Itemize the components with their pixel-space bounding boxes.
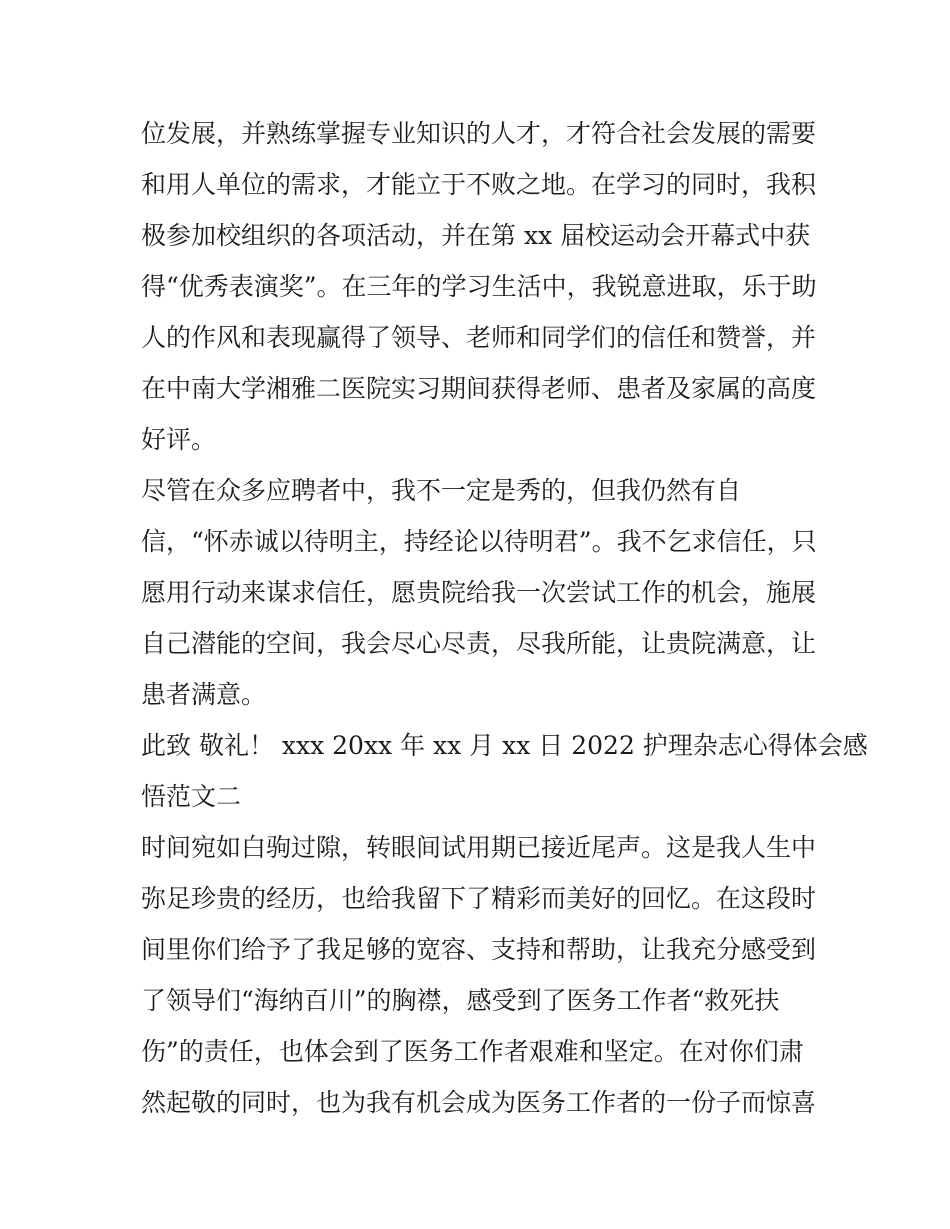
document-body xyxy=(141,108,868,1128)
text-line: 和用人单位的需求，才能立于不败之地。在学习的同时，我积 xyxy=(141,170,817,199)
text-line: 了领导们“海纳百川”的胸襟，感受到了医务工作者“救死扶 xyxy=(141,986,780,1015)
text-line: 愿用行动来谋求信任，愿贵院给我一次尝试工作的机会，施展 xyxy=(141,578,817,607)
text-line: 患者满意。 xyxy=(141,680,267,709)
text-line: 然起敬的同时，也为我有机会成为医务工作者的一份子而惊喜 xyxy=(141,1088,817,1117)
text-line: 伤”的责任，也体会到了医务工作者艰难和坚定。在对你们肃 xyxy=(141,1037,804,1066)
text-line: 悟范文二 xyxy=(141,782,242,811)
text-line: 此致 敬礼！ xxx 20xx 年 xx 月 xx 日 2022 护理杂志心得体会感 xyxy=(141,731,868,760)
text-line: 位发展，并熟练掌握专业知识的人才，才符合社会发展的需要 xyxy=(141,119,817,148)
text-line: 自己潜能的空间，我会尽心尽责，尽我所能，让贵院满意，让 xyxy=(141,629,817,658)
text-line: 得“优秀表演奖”。在三年的学习生活中，我锐意进取，乐于助 xyxy=(141,272,817,301)
text-line: 极参加校组织的各项活动，并在第 xx 届校运动会开幕式中获 xyxy=(141,221,811,250)
text-line: 信，“怀赤诚以待明主，持经论以待明君”。我不乞求信任，只 xyxy=(141,527,817,556)
text-line: 间里你们给予了我足够的宽容、支持和帮助，让我充分感受到 xyxy=(141,935,817,964)
text-line: 弥足珍贵的经历，也给我留下了精彩而美好的回忆。在这段时 xyxy=(141,884,817,913)
text-line: 人的作风和表现赢得了领导、老师和同学们的信任和赞誉，并 xyxy=(141,323,817,352)
text-line: 时间宛如白驹过隙，转眼间试用期已接近尾声。这是我人生中 xyxy=(141,833,817,862)
text-line: 好评。 xyxy=(141,425,217,454)
text-line: 尽管在众多应聘者中，我不一定是秀的，但我仍然有自 xyxy=(141,476,742,505)
text-line: 在中南大学湘雅二医院实习期间获得老师、患者及家属的高度 xyxy=(141,374,817,403)
